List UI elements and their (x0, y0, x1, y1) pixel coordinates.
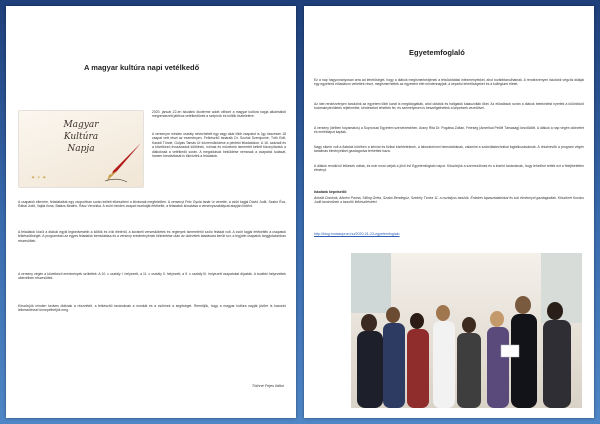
paragraph-5: A diákok rendkívül lelkesek voltak, és már most várják a jövő évi Egyetemfoglaló napot. Köszönjük a szervezőknek és a kísérő tanároknak, hogy lehetővé tették ezt a felejthetetlen élményt. (314, 164, 584, 173)
award-ceremony-photo (351, 253, 582, 408)
participants-text: Antalik Dominik, Albreni Panna, Stiling Gréta, Szabó Bendegúz, Szekely Tímea 11. a osztályos tanulók. Érdekes tapasztalatokkal és sok élménnyel gazdagodtak. Köszönet Kovács Judit tanárnőnek a tanulók felkészítéséért. (314, 196, 584, 205)
fountain-pen-icon (97, 141, 143, 183)
paragraph-5: A verseny végén a következő eredmények születtek: A 10. c osztály I. helyezett, a 11. c osztály II. helyezett, a 9. c osztály III. helyezett csapatokat díjazták. A további helyezettek oklevélben részesültek. (18, 272, 286, 281)
article-link[interactable]: http://blog.mniasopron.hu/2020-01-23-egyetemfoglalo (314, 232, 400, 236)
card-script-text: Magyar Kultúra Napja (63, 120, 99, 154)
paragraph-2: Az idei rendezvényen tanulóink az egyetem több karát is meglátogatták, ahol oktatók és hallgatók kalauzolták őket. Az előadások során a diákok betekintést nyertek a különböző tudományterületek rejtelmeibe, kérdéseket tehettek fel, és személyesen is beszélgethettek a képzések vezetőivel. (314, 102, 584, 111)
paragraph-2: A versenyre minden osztály nevezhetett egy vagy akár több csapatot is. Így összesen 18 csapat vett részt az eseményen. Felkészítő tanáraik Dr. Szuhai Szemjonné, Tóth Edit, Karádi Tünde, Gulyás Tamás Úr közreműködése a pénteki feladatokon, A 16. századi és a következő évszázadok költőinek, íróinak és műveinek ismeretét kellett bizonyítaniuk a diákoknak a vetélkedő során. A megoldások beküldése nemcsak a csapatok tudását, hanem kreativitását is tükrözték a feladatok. (152, 132, 286, 159)
paragraph-6: Köszönjük minden kedves diáknak a részvételt, a felkészítő tanároknak a munkát és a zsűrinek a segítséget. Reméljük, hogy a magyar kultúra napját jövőre is hasonló lelkesedéssel ünnepelhetjük meg. (18, 304, 286, 313)
paragraph-1: Ez a nap hagyományosan arra ad lehetőséget, hogy a diákok megismerkedjenek a felsőoktatási intézményekkel, ahol továbbtanulhatnak. A rendezvényen iskolánk végzős diákjai egy egyetemi előadáson vehettek részt, megismerhették az egyetemi élet mindennapjait, a képzési lehetőségeket és a kollégiumi életet. (314, 78, 584, 87)
decorative-dots-icon: ✦ ✧ ✦ (31, 175, 47, 181)
right-page (304, 6, 594, 418)
left-page (6, 6, 296, 418)
paragraph-4: A feladatok közül a diákok egyik legkedvesebb a költők és írók életéről, a korabeli verseskötetek és regények ismeretéről szóló feladat volt. A zsűri tagjai értékelték a csapatok felkészültségét. A programban az egyes feladatok bemutatása és a verseny eredményének kihirdetése után az oklevelek átadására került sor, a legjobb csapatok tárgyjutalomban részesültek. (18, 230, 286, 243)
participants-heading: Iskolánk képviselői: (314, 190, 348, 194)
article-title-left: A magyar kultúra napi vetélkedő (84, 63, 200, 72)
paragraph-4: Nagy sikere volt a fiatalok körében a kémiai és fizikai kísérleteknek, a laboratóriumi bemutatóknak, valamint a számítástechnikai foglalkozásoknak. A résztvevők a program végén tartalmas élményekkel gazdagodva térhettek haza. (314, 145, 584, 154)
article-title-right: Egyetemfoglaló (409, 48, 465, 57)
paragraph-3: A csapatok ellenére, feladataikat egy csoportban során kellett elkészíteni a kiírásnak megfelelően. A versenyt Fritz Gyula tanár úr vezette, a zsűri tagjai Dávid Judit, Szabó Éva, Rábai Judit, Vajda Ilona, Balázs Beatrix, Rácz Veronika. A zsűri minden csapat munkáját értékelte, a feladatok kiosztása a versenyszabályzat alapján történt. (18, 200, 286, 209)
magyar-kultura-napja-card-image (18, 110, 144, 188)
author-signature: Tóthné Fejes Ildikó (251, 384, 284, 388)
paragraph-1: 2020. január 22-én iskolánk ökoterme adott otthont a magyar kultúra napja alkalmából megrendezett játékos vetélkedőnek a szépírók és költők tiszteletére. (152, 110, 286, 119)
paragraph-3: A verseny (délben folyamatos) a Sopronusi Egyetem szervezésében, Arany Rita Dr. Pogátsa Zoltán, Feleség (Amerikai Petőfi Társaság) kezdődött. A diákok a nap végén oklevelet és emléklapot kaptak. (314, 126, 584, 135)
